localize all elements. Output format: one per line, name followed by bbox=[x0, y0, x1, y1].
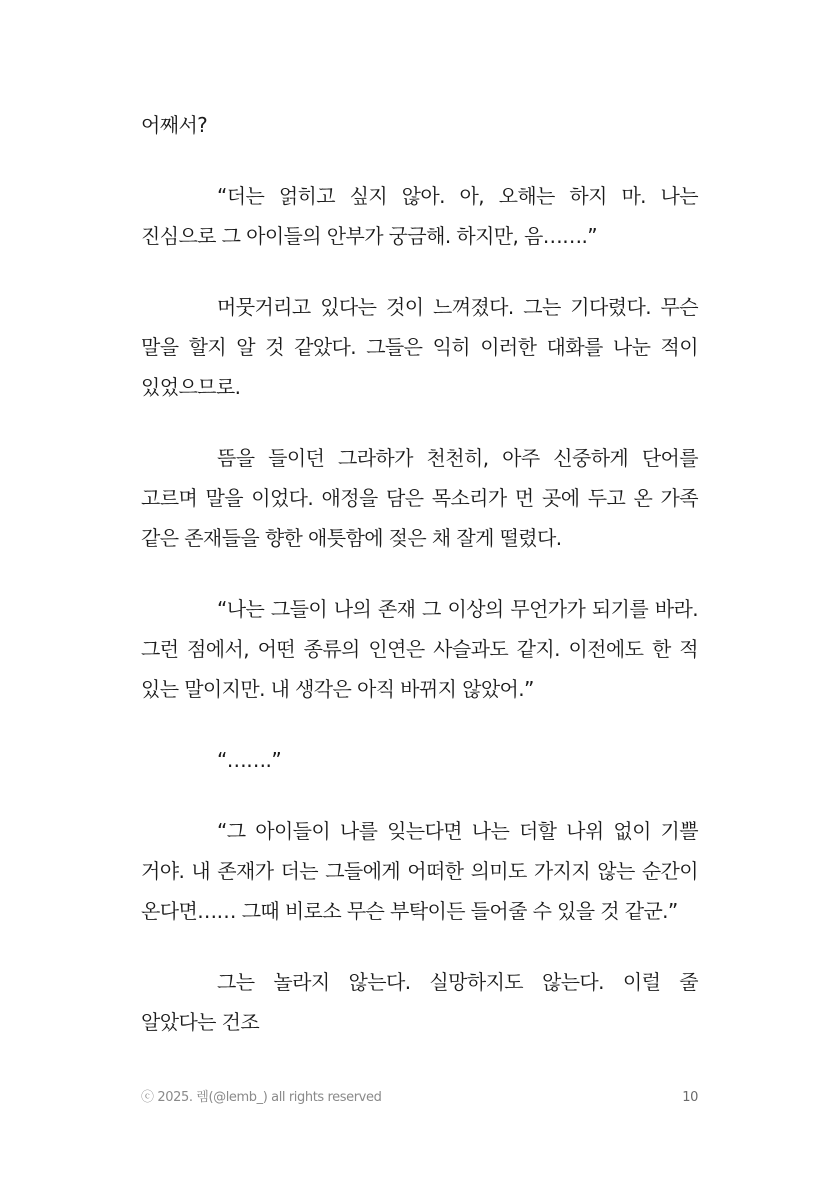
paragraph: “…….” bbox=[217, 748, 282, 772]
paragraph: “나는 그들이 나의 존재 그 이상의 무언가가 되기를 바라. 그런 점에서, 어떤 종류의 인연은 사슬과도 같지. 이전에도 한 적 있는 말이지만. 내 생각은 아직 바뀌지 않았어.” bbox=[141, 597, 698, 701]
copyright-notice: ⓒ 2025. 렘(@lemb_) all rights reserved bbox=[141, 1090, 382, 1105]
paragraph: “더는 얽히고 싶지 않아. 아, 오해는 하지 마. 나는 진심으로 그 아이들의 안부가 궁금해. 하지만, 음…….” bbox=[141, 184, 698, 248]
page-number: 10 bbox=[682, 1090, 698, 1105]
paragraph: 어째서? bbox=[141, 113, 208, 137]
paragraph: 뜸을 들이던 그라하가 천천히, 아주 신중하게 단어를 고르며 말을 이었다. 애정을 담은 목소리가 먼 곳에 두고 온 가족 같은 존재들을 향한 애틋함에 젖은 채 잘게 떨렸다. bbox=[141, 446, 698, 550]
paragraph: 그는 놀라지 않는다. 실망하지도 않는다. 이럴 줄 알았다는 건조 bbox=[141, 970, 698, 1034]
paragraph: 머뭇거리고 있다는 것이 느껴졌다. 그는 기다렸다. 무슨 말을 할지 알 것 같았다. 그들은 익히 이러한 대화를 나눈 적이 있었으므로. bbox=[141, 295, 698, 399]
page-footer bbox=[141, 1088, 698, 1108]
body-text bbox=[141, 105, 698, 1073]
paragraph: “그 아이들이 나를 잊는다면 나는 더할 나위 없이 기쁠 거야. 내 존재가 더는 그들에게 어떠한 의미도 가지지 않는 순간이 온다면…… 그때 비로소 무슨 부탁이든 들어줄 수 있을 것 같군.” bbox=[141, 819, 698, 923]
